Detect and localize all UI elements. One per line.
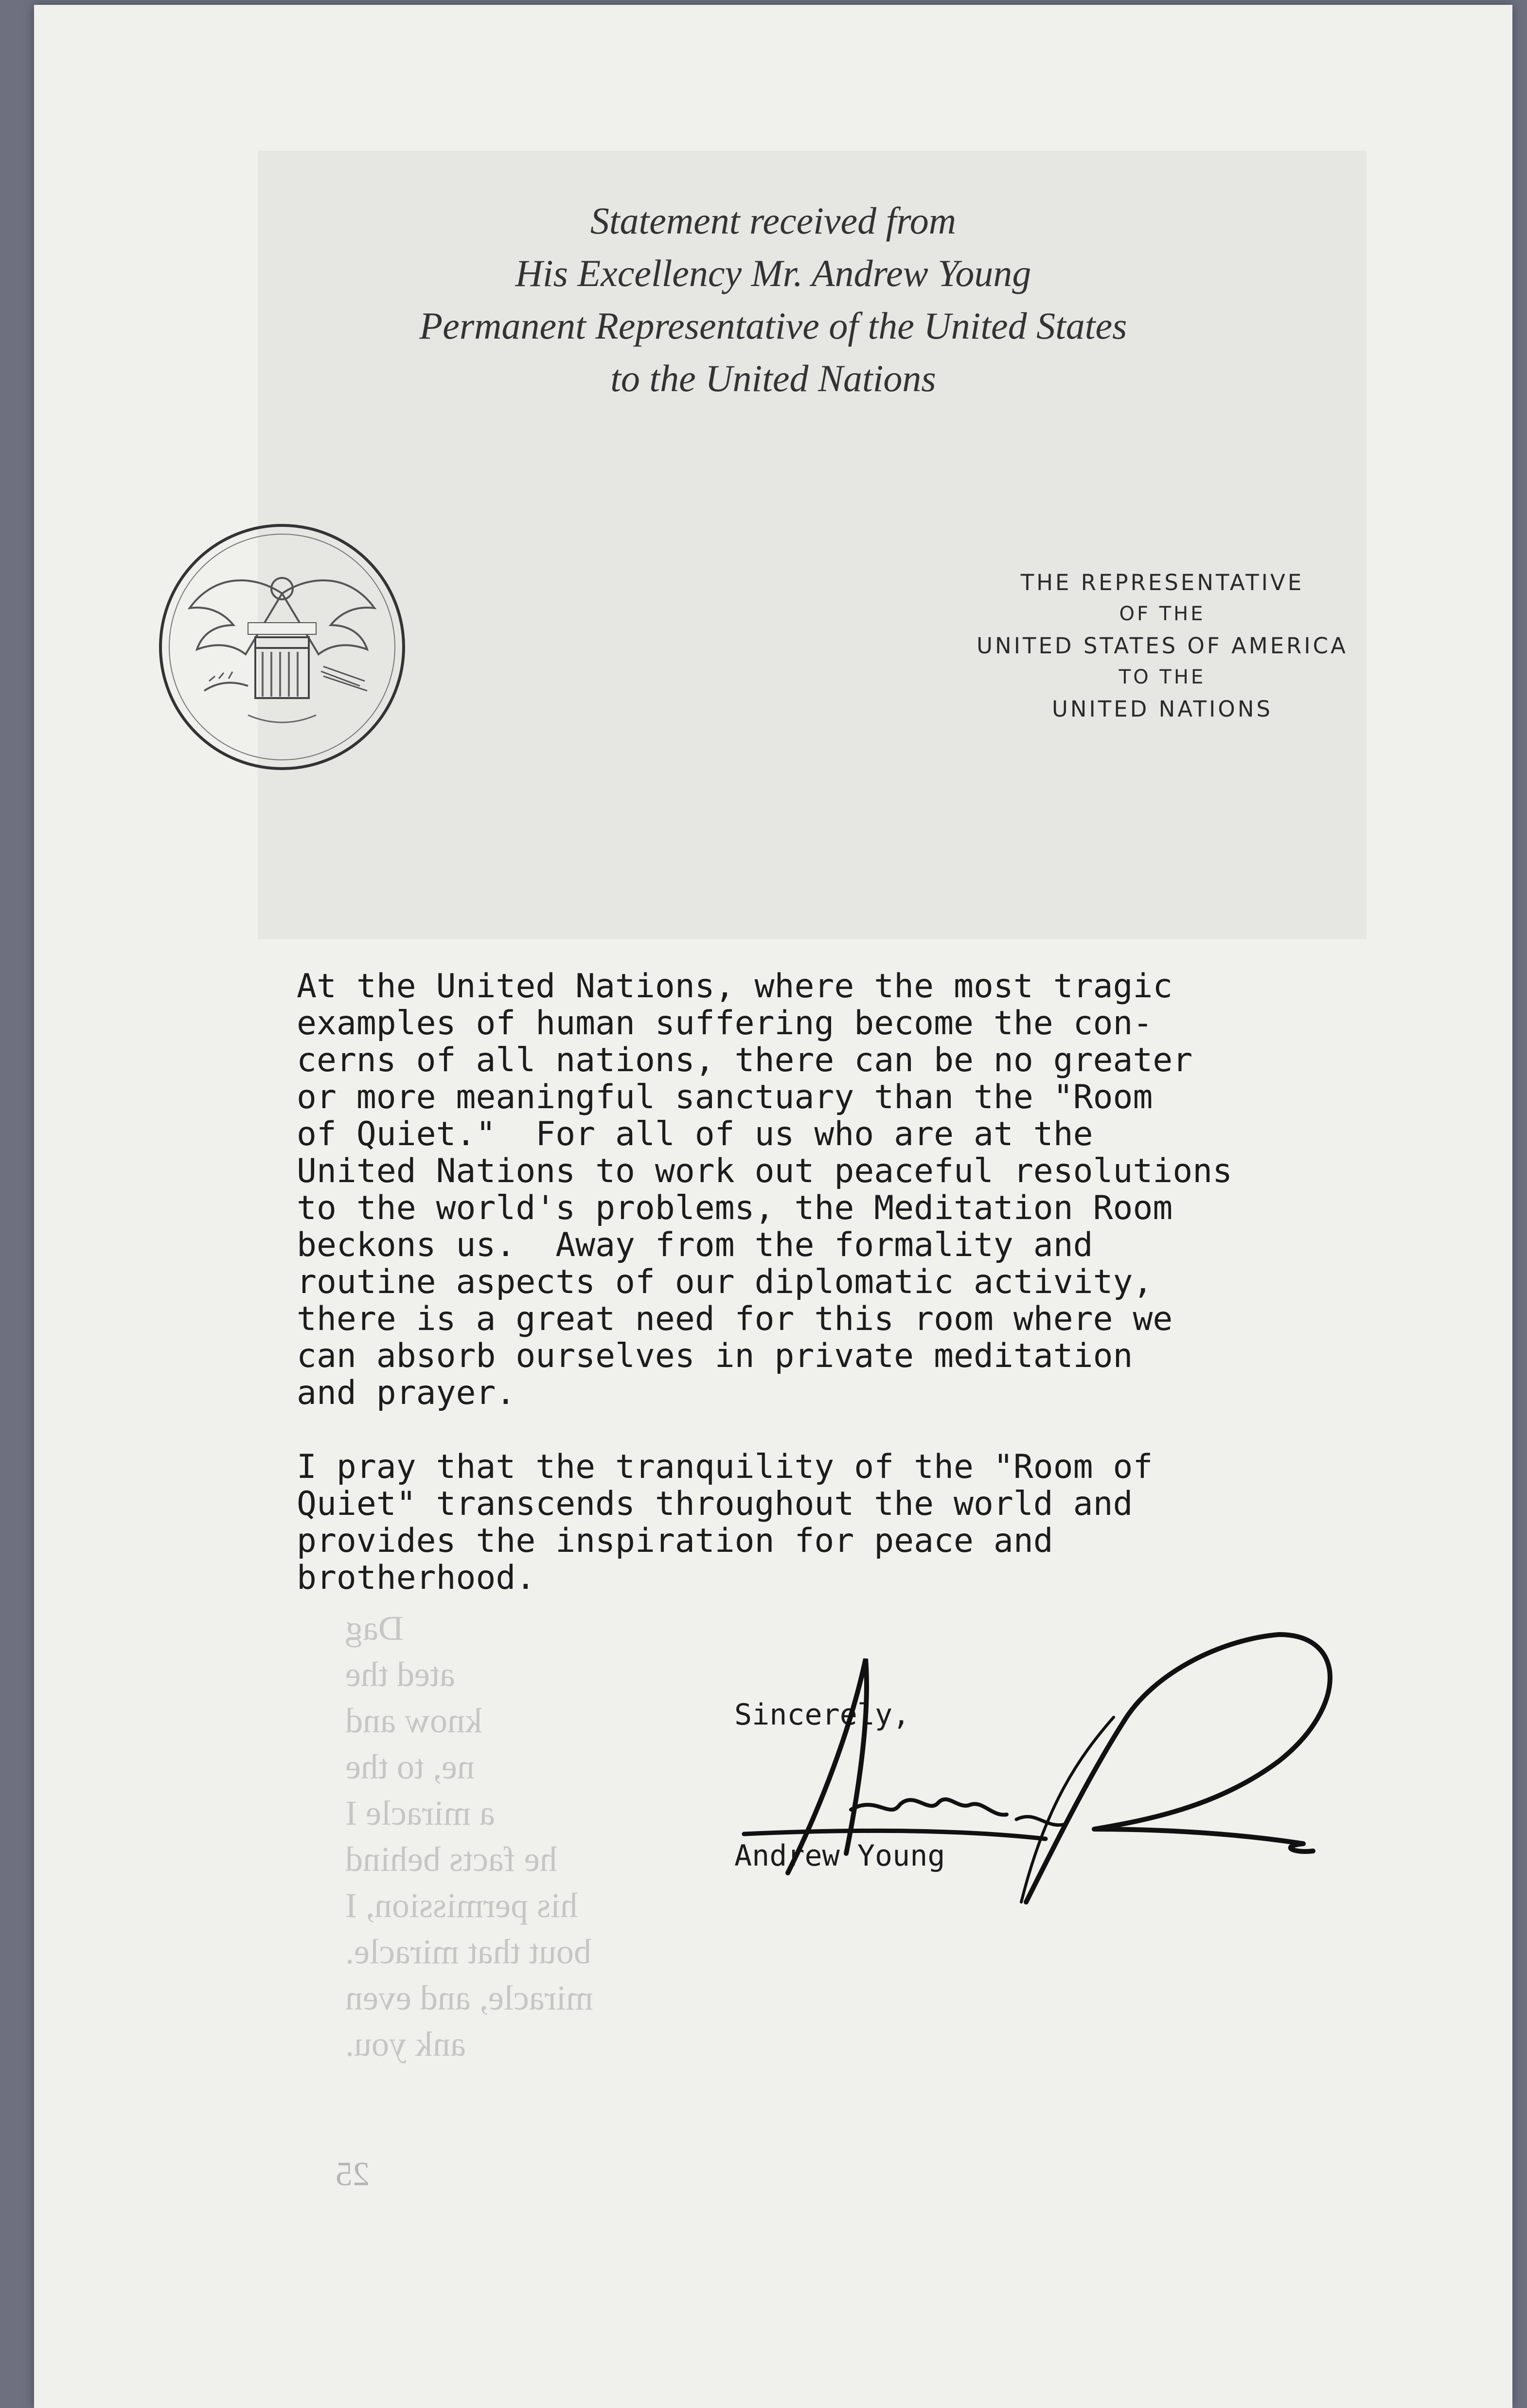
bleed-line: a miracle I <box>345 1794 495 1833</box>
handwritten-signature-icon <box>705 1600 1386 1941</box>
bleed-line: ank you. <box>345 2025 466 2064</box>
letterhead-line: TO THE <box>1119 666 1206 688</box>
bleed-line: he facts behind <box>345 1840 557 1879</box>
bleed-line: ne, to the <box>345 1747 475 1786</box>
letterhead-line: THE REPRESENTATIVE <box>1020 570 1304 595</box>
bleed-line: ated the <box>345 1655 455 1694</box>
body-line: routine aspects of our diplomatic activity, <box>297 1263 1153 1301</box>
bleed-line: his permission, I <box>345 1886 578 1925</box>
bleed-line: miracle, and even <box>345 1978 593 2017</box>
body-line: United Nations to work out peaceful resolutions <box>297 1152 1233 1190</box>
body-line: Quiet" transcends throughout the world and <box>297 1485 1133 1523</box>
body-line: to the world's problems, the Meditation Room <box>297 1189 1173 1227</box>
body-line: of Quiet." For all of us who are at the <box>297 1115 1093 1153</box>
heading-line: Statement received from <box>590 199 957 242</box>
bleed-line: bout that miracle. <box>345 1932 591 1971</box>
body-line: and prayer. <box>297 1374 516 1412</box>
letterhead-line: OF THE <box>1119 603 1206 625</box>
bleed-line: know and <box>345 1701 482 1740</box>
body-line: At the United Nations, where the most tragic <box>297 967 1173 1006</box>
heading-line: to the United Nations <box>610 357 936 399</box>
statement-body <box>297 968 1415 1597</box>
statement-heading <box>34 195 1512 405</box>
body-line: or more meaningful sanctuary than the "Room <box>297 1078 1153 1116</box>
bleed-line: Dag <box>345 1609 404 1648</box>
bleed-page-number: 25 <box>336 2156 370 2193</box>
body-line: brotherhood. <box>297 1559 536 1597</box>
document-page <box>34 5 1512 2408</box>
body-line: examples of human suffering become the con- <box>297 1004 1153 1042</box>
signer-name: Andrew Young <box>734 1839 945 1873</box>
great-seal-eagle-icon <box>156 521 408 773</box>
office-letterhead <box>895 567 1430 725</box>
heading-line: His Excellency Mr. Andrew Young <box>515 252 1031 294</box>
body-line: provides the inspiration for peace and <box>297 1522 1053 1560</box>
closing-salutation: Sincerely, <box>734 1698 910 1732</box>
body-line: can absorb ourselves in private meditation <box>297 1337 1133 1375</box>
body-line: I pray that the tranquility of the "Room of <box>297 1448 1153 1486</box>
body-line: cerns of all nations, there can be no greater <box>297 1041 1193 1079</box>
paragraph-1 <box>297 968 1415 1412</box>
body-line: there is a great need for this room where we <box>297 1300 1173 1338</box>
paragraph-2 <box>297 1449 1415 1597</box>
heading-line: Permanent Representative of the United States <box>419 305 1127 347</box>
letterhead-line: UNITED NATIONS <box>1051 696 1273 722</box>
letterhead-line: UNITED STATES OF AMERICA <box>977 633 1348 659</box>
body-line: beckons us. Away from the formality and <box>297 1226 1093 1264</box>
